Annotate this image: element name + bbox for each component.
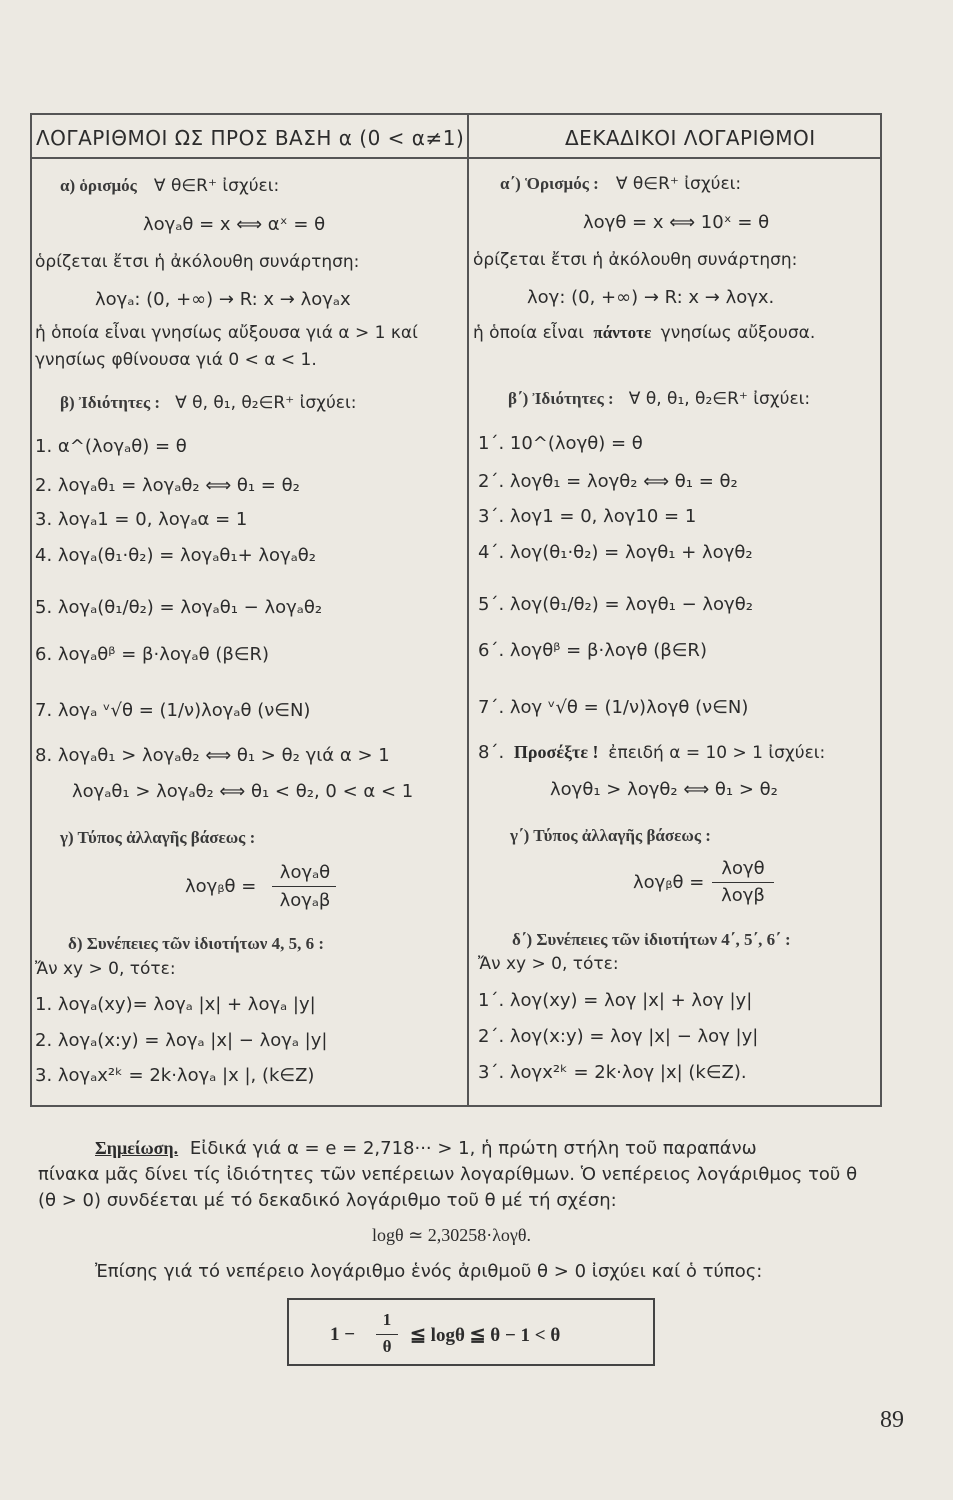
right-property-8-text: ἐπειδή α = 10 > 1 ἰσχύει:: [608, 743, 826, 763]
right-property-7: 7΄. λογ ᵛ√θ = (1/ν)λογθ (ν∈N): [478, 697, 749, 718]
left-a-condition: ∀ θ∈R⁺ ἰσχύει:: [153, 176, 280, 196]
right-property-8: [478, 742, 825, 763]
right-definition-text: ὁρίζεται ἔτσι ἡ ἀκόλουθη συνάρτηση:: [473, 250, 798, 270]
left-property-2: 2. λογₐθ₁ = λογₐθ₂ ⟺ θ₁ = θ₂: [35, 475, 300, 496]
left-monotonic-1: ἡ ὁποία εἶναι γνησίως αὔξουσα γιά α > 1 καί: [35, 323, 418, 343]
right-properties-line: [508, 389, 810, 409]
right-monotonic: [473, 323, 815, 343]
left-property-4: 4. λογₐ(θ₁·θ₂) = λογₐθ₁+ λογₐθ₂: [35, 545, 317, 566]
left-b-condition: ∀ θ, θ₁, θ₂∈R⁺ ἰσχύει:: [175, 393, 357, 413]
left-definition-line: [60, 176, 279, 196]
right-definition-line: [500, 174, 741, 194]
note-line-4: Ἐπίσης γιά τό νεπέρειο λογάριθμο ἑνός ἀριθμοῦ θ > 0 ἰσχύει καί ὁ τύπος:: [95, 1261, 763, 1282]
right-consequence-1: 1΄. λογ(xy) = λογ |x| + λογ |y|: [478, 990, 753, 1011]
left-property-6: 6. λογₐθᵝ = β·λογₐθ (β∈R): [35, 644, 270, 665]
left-property-8b: λογₐθ₁ > λογₐθ₂ ⟺ θ₁ < θ₂, 0 < α < 1: [72, 781, 414, 802]
right-function: λογ: (0, +∞) → R: x → λογx.: [527, 287, 775, 308]
right-d-heading: δ΄) Συνέπειες τῶν ἰδιοτήτων 4΄, 5΄, 6΄ :: [512, 930, 791, 949]
left-d-condition: Ἄν xy > 0, τότε:: [35, 959, 176, 979]
right-fraction-bar: [712, 882, 774, 883]
right-property-4: 4΄. λογ(θ₁·θ₂) = λογθ₁ + λογθ₂: [478, 542, 753, 563]
right-a-heading: α΄) Ὁρισμός :: [500, 174, 599, 193]
right-c-heading: γ΄) Τύπος ἀλλαγῆς βάσεως :: [510, 826, 711, 845]
left-fraction-bar: [272, 886, 336, 887]
inequality-fraction-bar: [376, 1334, 398, 1335]
note-line-1: [95, 1138, 757, 1159]
left-property-1: 1. α^(λογₐθ) = θ: [35, 436, 187, 457]
left-consequence-2: 2. λογₐ(x:y) = λογₐ |x| − λογₐ |y|: [35, 1030, 328, 1051]
left-property-8a: 8. λογₐθ₁ > λογₐθ₂ ⟺ θ₁ > θ₂ γιά α > 1: [35, 745, 390, 766]
inequality-post: ≦ logθ ≦ θ − 1 < θ: [410, 1325, 561, 1346]
left-a-heading: α) ὁρισμός: [60, 176, 137, 195]
left-consequence-1: 1. λογₐ(xy)= λογₐ |x| + λογₐ |y|: [35, 994, 316, 1015]
left-property-3: 3. λογₐ1 = 0, λογₐα = 1: [35, 509, 248, 530]
inequality-pre: 1 −: [330, 1324, 356, 1345]
left-property-5: 5. λογₐ(θ₁/θ₂) = λογₐθ₁ − λογₐθ₂: [35, 597, 323, 618]
left-definition-equation: λογₐθ = x ⟺ αˣ = θ: [143, 214, 326, 235]
left-function: λογₐ: (0, +∞) → R: x → λογₐx: [95, 289, 351, 310]
right-b-condition: ∀ θ, θ₁, θ₂∈R⁺ ἰσχύει:: [628, 389, 811, 409]
right-change-base-lhs: λογᵦθ =: [633, 872, 705, 893]
note-formula: logθ ≃ 2,30258·λογθ.: [372, 1225, 532, 1245]
right-property-8-label: 8΄.: [478, 742, 505, 763]
right-monotonic-post: γνησίως αὔξουσα.: [660, 323, 816, 343]
right-a-condition: ∀ θ∈R⁺ ἰσχύει:: [615, 174, 742, 194]
left-column-header: ΛΟΓΑΡΙΘΜΟΙ ΩΣ ΠΡΟΣ ΒΑΣΗ α (0 < α≠1): [36, 126, 465, 150]
left-change-base-lhs: λογᵦθ =: [185, 876, 257, 897]
left-d-heading: δ) Συνέπειες τῶν ἰδιοτήτων 4, 5, 6 :: [68, 934, 325, 953]
left-change-base-numerator: λογₐθ: [279, 862, 331, 883]
left-properties-line: [60, 393, 356, 413]
left-definition-text: ὁρίζεται ἔτσι ἡ ἀκόλουθη συνάρτηση:: [35, 252, 360, 272]
header-divider: [30, 157, 882, 159]
right-property-5: 5΄. λογ(θ₁/θ₂) = λογθ₁ − λογθ₂: [478, 594, 753, 615]
right-property-6: 6΄. λογθᵝ = β·λογθ (β∈R): [478, 640, 707, 661]
note-label: Σημείωση.: [95, 1138, 179, 1158]
right-column-header: ΔΕΚΑΔΙΚΟΙ ΛΟΓΑΡΙΘΜΟΙ: [565, 126, 816, 150]
right-monotonic-bold: πάντοτε: [593, 323, 652, 342]
left-change-base-denominator: λογₐβ: [279, 890, 331, 911]
left-b-heading: β) Ἰδιότητες :: [60, 393, 161, 412]
inequality-denominator: θ: [382, 1337, 392, 1356]
right-consequence-3: 3΄. λογx²ᵏ = 2k·λογ |x| (k∈Z).: [478, 1062, 747, 1083]
right-change-base-denominator: λογβ: [721, 885, 765, 906]
right-consequence-2: 2΄. λογ(x:y) = λογ |x| − λογ |y|: [478, 1026, 759, 1047]
left-property-7: 7. λογₐ ᵛ√θ = (1/ν)λογₐθ (ν∈N): [35, 700, 311, 721]
right-property-1: 1΄. 10^(λογθ) = θ: [478, 433, 643, 454]
right-property-8b: λογθ₁ > λογθ₂ ⟺ θ₁ > θ₂: [550, 779, 778, 800]
inequality-numerator: 1: [382, 1310, 392, 1329]
note-text-1: Εἰδικά γιά α = e = 2,718··· > 1, ἡ πρώτη στήλη τοῦ παραπάνω: [189, 1138, 757, 1159]
right-d-condition: Ἄν xy > 0, τότε:: [478, 954, 619, 974]
right-b-heading: β΄) Ἰδιότητες :: [508, 389, 614, 408]
right-property-8-bold: Προσέξτε !: [513, 742, 599, 762]
right-property-2: 2΄. λογθ₁ = λογθ₂ ⟺ θ₁ = θ₂: [478, 471, 738, 492]
right-change-base-numerator: λογθ: [721, 858, 765, 879]
right-monotonic-pre: ἡ ὁποία εἶναι: [473, 323, 584, 343]
note-line-3: (θ > 0) συνδέεται μέ τό δεκαδικό λογάριθμο τοῦ θ μέ τή σχέση:: [38, 1190, 617, 1211]
left-consequence-3: 3. λογₐx²ᵏ = 2k·λογₐ |x |, (k∈Z): [35, 1065, 315, 1086]
right-definition-equation: λογθ = x ⟺ 10ˣ = θ: [583, 212, 770, 233]
column-divider: [467, 113, 469, 1107]
left-c-heading: γ) Τύπος ἀλλαγῆς βάσεως :: [60, 828, 256, 847]
right-property-3: 3΄. λογ1 = 0, λογ10 = 1: [478, 506, 697, 527]
page-number: 89: [880, 1407, 904, 1433]
left-monotonic-2: γνησίως φθίνουσα γιά 0 < α < 1.: [35, 350, 317, 370]
note-line-2: πίνακα μᾶς δίνει τίς ἰδιότητες τῶν νεπέρειων λογαρίθμων. Ὁ νεπέρειος λογάριθμος τοῦ θ: [38, 1164, 858, 1185]
